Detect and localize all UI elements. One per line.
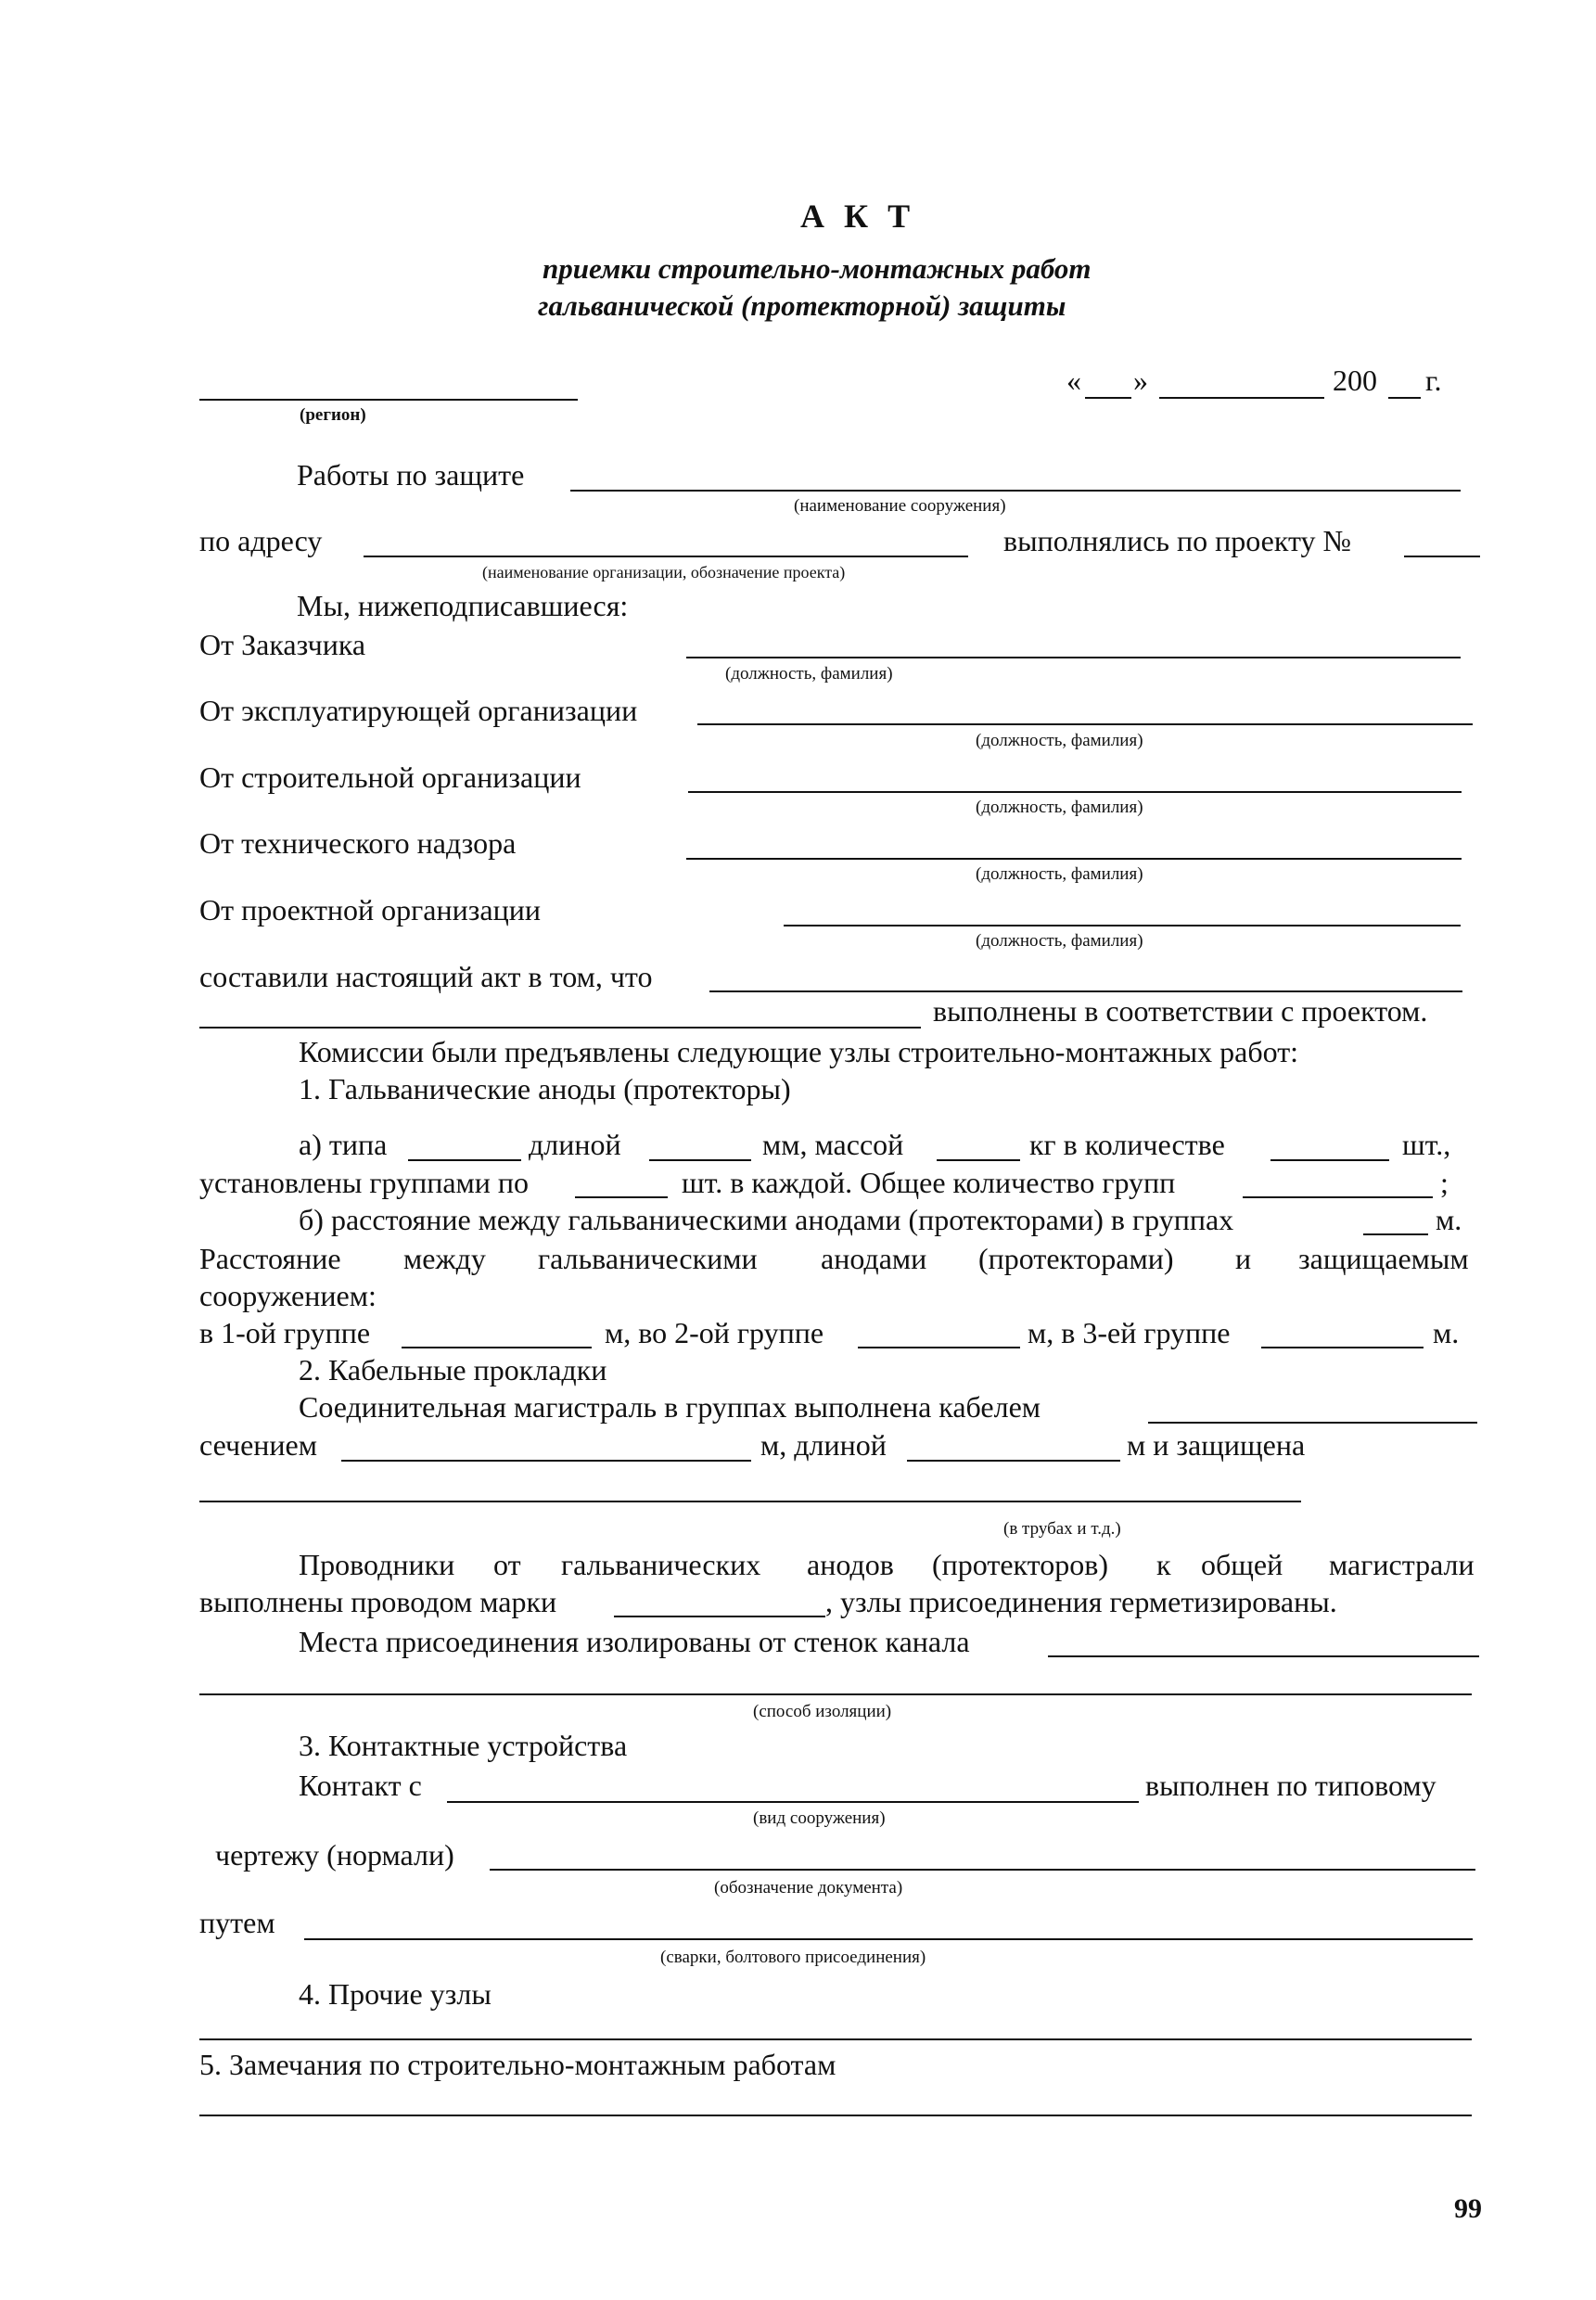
group1-line[interactable] [402,1347,592,1348]
conductors-word-4: анодов [807,1548,894,1581]
connection-method-caption: (сварки, болтового присоединения) [660,1948,926,1967]
undersigned-label: Мы, нижеподписавшиеся: [297,589,629,622]
anode-qty-label: кг в количестве [1029,1128,1225,1161]
region-line[interactable] [199,399,578,401]
dist-word-4: анодами [821,1242,927,1275]
document-title: А К Т [800,198,916,235]
date-year-line[interactable] [1388,397,1421,399]
date-day-line[interactable] [1085,397,1131,399]
trunk-cable-label: Соединительная магистраль в группах выполнена кабелем [299,1390,1041,1424]
groups-semicolon: ; [1440,1166,1449,1199]
conductors-word-1: Проводники [299,1548,455,1581]
designer-line[interactable] [784,925,1461,926]
section-label: сечением [199,1428,317,1462]
anode-type-line[interactable] [408,1159,521,1161]
date-year: 200 [1333,364,1377,397]
supervision-caption: (должность, фамилия) [976,864,1143,884]
insulated-line[interactable] [1048,1655,1479,1657]
done-per-standard-label: выполнен по типовому [1145,1769,1436,1802]
designer-caption: (должность, фамилия) [976,931,1143,951]
insulation-caption: (способ изоляции) [753,1702,892,1721]
operator-line[interactable] [697,723,1473,725]
structure-name-line[interactable] [570,490,1461,492]
cable-protected-label: м и защищена [1127,1428,1306,1462]
date-quote-open: « [1066,364,1081,397]
cable-length-line[interactable] [907,1460,1120,1462]
address-line[interactable] [364,556,968,557]
document-subtitle-line-1: приемки строительно-монтажных работ [543,252,1092,285]
protection-method-line[interactable] [199,1501,1301,1502]
builder-label: От строительной организации [199,760,581,794]
insulated-line-2[interactable] [199,1693,1472,1695]
b-distance-line[interactable] [1363,1233,1428,1235]
anode-pcs-label: шт., [1402,1128,1451,1161]
operator-label: От эксплуатирующей организации [199,694,638,727]
drawing-norm-label: чертежу (нормали) [215,1838,454,1872]
dist-word-3: гальваническими [538,1242,758,1275]
dist-word-6: и [1235,1242,1252,1275]
address-label: по адресу [199,524,323,557]
remarks-line[interactable] [199,2115,1472,2116]
groups-installed-label: установлены группами по [199,1166,530,1199]
groups-total-line[interactable] [1243,1196,1433,1198]
contact-structure-line[interactable] [447,1801,1139,1803]
page-number: 99 [1454,2193,1482,2224]
anodes-heading: 1. Гальванические аноды (протекторы) [299,1072,791,1105]
dist-word-1: Расстояние [199,1242,341,1275]
b-distance-label: б) расстояние между гальваническими анодами (протекторами) в группах [299,1203,1234,1236]
other-nodes-line[interactable] [199,2038,1472,2040]
designer-label: От проектной организации [199,893,541,926]
cable-length-label: м, длиной [760,1428,887,1462]
contacts-heading: 3. Контактные устройства [299,1729,628,1762]
conductors-word-5: (протекторов) [932,1548,1108,1581]
trunk-cable-line[interactable] [1148,1422,1477,1424]
conductors-word-7: общей [1201,1548,1283,1581]
customer-label: От Заказчика [199,628,366,661]
group3-label: м, в 3-ей группе [1028,1316,1231,1349]
conductors-word-2: от [493,1548,521,1581]
protection-works-label: Работы по защите [297,458,525,492]
structure-type-caption: (вид сооружения) [753,1808,886,1828]
dist-word-7: защищаемым [1298,1242,1469,1275]
per-design-label: выполнены в соответствии с проектом. [933,994,1428,1028]
group3-line[interactable] [1261,1347,1424,1348]
b-distance-unit: м. [1436,1203,1462,1236]
supervision-label: От технического надзора [199,826,517,860]
dist-word-5: (протекторами) [978,1242,1174,1275]
document-subtitle-line-2: гальванической (протекторной) защиты [538,289,1066,322]
date-year-suffix: г. [1425,364,1442,397]
group1-label: в 1-ой группе [199,1316,371,1349]
region-caption: (регион) [300,405,366,425]
anode-mass-line[interactable] [937,1159,1020,1161]
builder-line[interactable] [688,791,1462,793]
dist-word-2: между [403,1242,486,1275]
project-number-label: выполнялись по проекту № [1003,524,1352,557]
conductors-word-3: гальванических [561,1548,761,1581]
org-project-caption: (наименование организации, обозначение проекта) [482,563,846,581]
contact-with-label: Контакт с [299,1769,422,1802]
builder-caption: (должность, фамилия) [976,798,1143,817]
remarks-heading: 5. Замечания по строительно-монтажным работам [199,2048,836,2081]
compiled-label: составили настоящий акт в том, что [199,960,653,993]
drawing-norm-line[interactable] [490,1869,1475,1871]
conductors-word-8: магистрали [1329,1548,1475,1581]
anode-mass-label: мм, массой [762,1128,904,1161]
conductors-word-6: к [1156,1548,1171,1581]
anode-type-label: а) типа [299,1128,388,1161]
section-line[interactable] [341,1460,751,1462]
by-way-line[interactable] [304,1938,1473,1940]
group3-unit: м. [1433,1316,1460,1349]
compiled-line-2[interactable] [199,1027,921,1029]
date-quote-close: » [1133,364,1148,397]
supervision-line[interactable] [686,858,1462,860]
by-way-label: путем [199,1906,275,1939]
anode-qty-line[interactable] [1270,1159,1389,1161]
insulated-label: Места присоединения изолированы от стенок канала [299,1625,970,1658]
structure-name-caption: (наименование сооружения) [794,496,1006,516]
customer-caption: (должность, фамилия) [725,664,893,684]
structure-label: сооружением: [199,1279,377,1312]
customer-line[interactable] [686,657,1461,658]
doc-designation-caption: (обозначение документа) [714,1878,903,1898]
wire-brand-line[interactable] [614,1616,825,1617]
commission-label: Комиссии были предъявлены следующие узлы строительно-монтажных работ: [299,1035,1299,1068]
anode-length-label: длиной [529,1128,621,1161]
wire-made-label: выполнены проводом марки [199,1585,557,1618]
joints-sealed-label: , узлы присоединения герметизированы. [825,1585,1337,1618]
groups-size-line[interactable] [575,1196,668,1198]
project-number-line[interactable] [1404,556,1480,557]
date-month-line[interactable] [1159,397,1324,399]
group2-label: м, во 2-ой группе [605,1316,824,1349]
pipes-caption: (в трубах и т.д.) [1003,1519,1121,1539]
anode-length-line[interactable] [649,1159,751,1161]
group2-line[interactable] [858,1347,1020,1348]
cable-heading: 2. Кабельные прокладки [299,1353,607,1386]
groups-each-label: шт. в каждой. Общее количество групп [682,1166,1176,1199]
operator-caption: (должность, фамилия) [976,731,1143,750]
other-nodes-heading: 4. Прочие узлы [299,1977,492,2011]
